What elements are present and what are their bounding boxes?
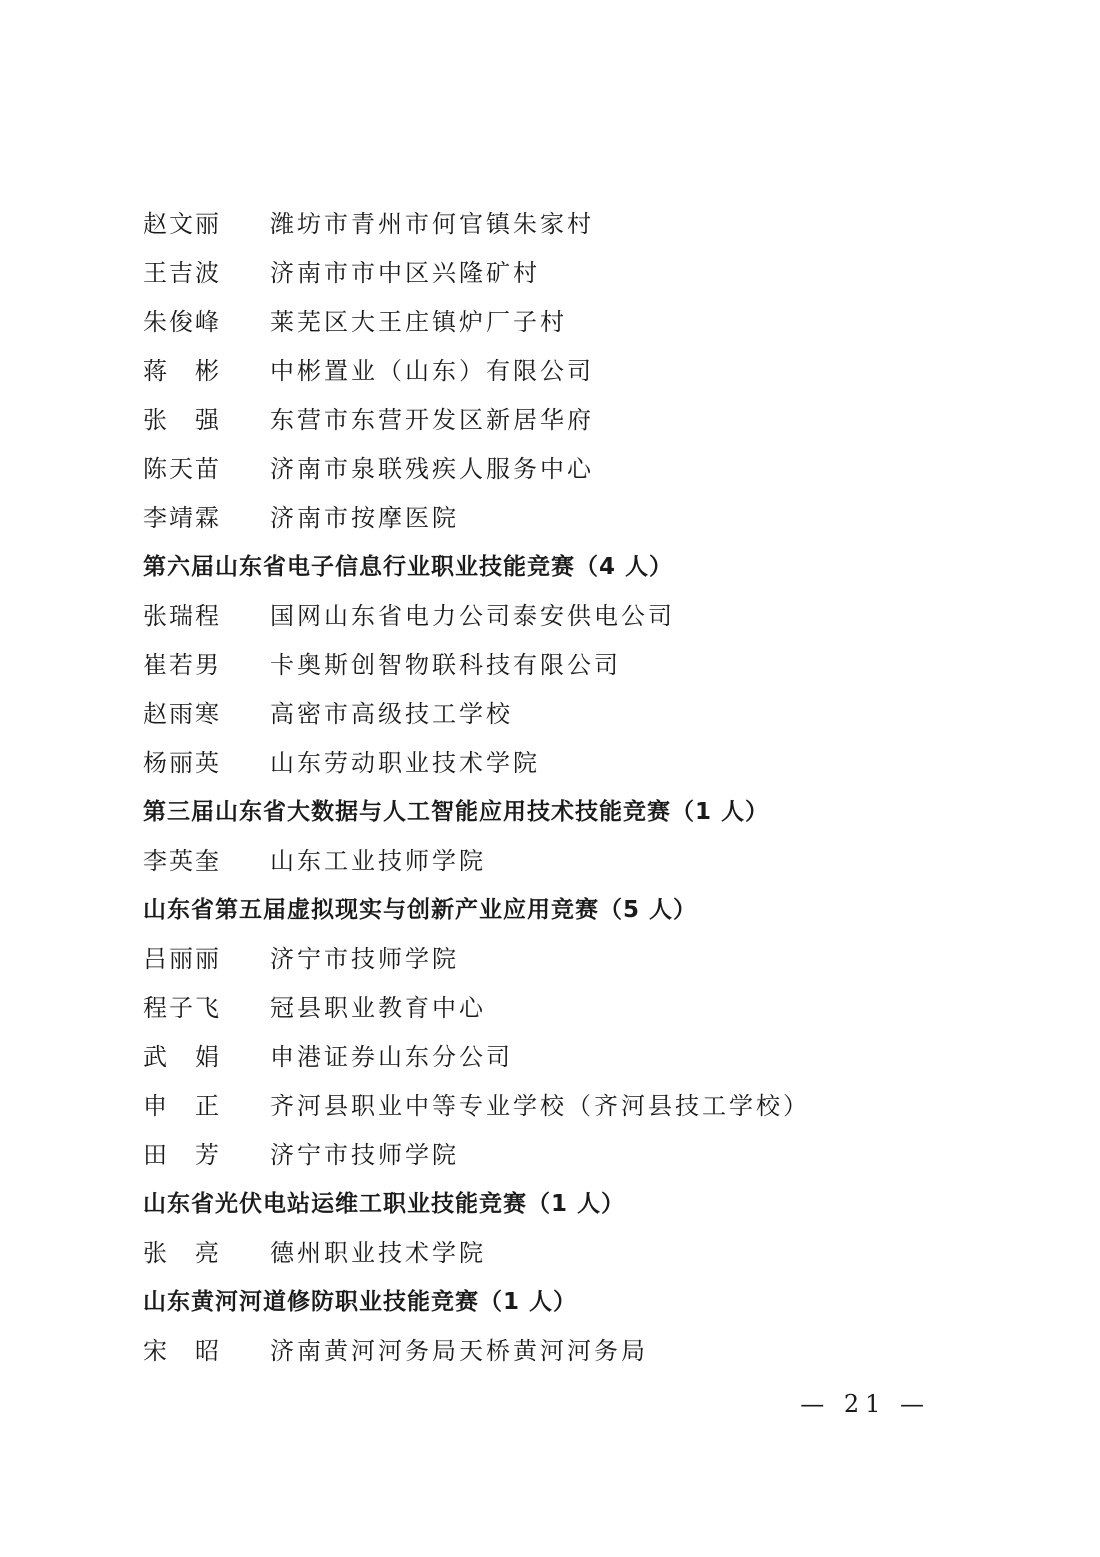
person-name: 程子飞 <box>143 994 221 1022</box>
person-name: 吕丽丽 <box>143 945 221 973</box>
list-item <box>143 249 963 298</box>
organization-name: 济南市泉联残疾人服务中心 <box>270 455 594 483</box>
list-item <box>143 1131 963 1180</box>
list-item <box>143 396 963 445</box>
person-name: 陈天苗 <box>143 455 221 483</box>
organization-name: 山东工业技师学院 <box>270 847 486 875</box>
person-name: 朱俊峰 <box>143 308 221 336</box>
person-name: 张瑞程 <box>143 602 221 630</box>
organization-name: 济南黄河河务局天桥黄河河务局 <box>270 1337 648 1365</box>
organization-name: 卡奥斯创智物联科技有限公司 <box>270 651 621 679</box>
person-name: 王吉波 <box>143 259 221 287</box>
competition-heading: 山东省第五届虚拟现实与创新产业应用竞赛（5 人） <box>143 897 698 923</box>
organization-name: 济南市按摩医院 <box>270 504 459 532</box>
list-item <box>143 837 963 886</box>
person-name: 李靖霖 <box>143 504 221 532</box>
list-item <box>143 1082 963 1131</box>
organization-name: 国网山东省电力公司泰安供电公司 <box>270 602 675 630</box>
organization-name: 山东劳动职业技术学院 <box>270 749 540 777</box>
organization-name: 高密市高级技工学校 <box>270 700 513 728</box>
list-item <box>143 1327 963 1376</box>
organization-name: 德州职业技术学院 <box>270 1239 486 1267</box>
list-item <box>143 298 963 347</box>
person-name: 李英奎 <box>143 847 221 875</box>
list-item <box>143 494 963 543</box>
list-item <box>143 592 963 641</box>
list-item <box>143 984 963 1033</box>
list-item <box>143 739 963 788</box>
list-item <box>143 641 963 690</box>
organization-name: 中彬置业（山东）有限公司 <box>270 357 594 385</box>
organization-name: 东营市东营开发区新居华府 <box>270 406 594 434</box>
list-item <box>143 935 963 984</box>
competition-heading: 山东省光伏电站运维工职业技能竞赛（1 人） <box>143 1191 626 1217</box>
person-name: 蒋 彬 <box>143 357 221 385</box>
list-item <box>143 200 963 249</box>
award-list <box>143 200 963 1376</box>
organization-name: 齐河县职业中等专业学校（齐河县技工学校） <box>270 1092 810 1120</box>
organization-name: 申港证券山东分公司 <box>270 1043 513 1071</box>
list-item <box>143 1229 963 1278</box>
organization-name: 冠县职业教育中心 <box>270 994 486 1022</box>
person-name: 杨丽英 <box>143 749 221 777</box>
list-item <box>143 690 963 739</box>
person-name: 宋 昭 <box>143 1337 221 1365</box>
competition-heading: 山东黄河河道修防职业技能竞赛（1 人） <box>143 1289 578 1315</box>
person-name: 申 正 <box>143 1092 221 1120</box>
list-item <box>143 445 963 494</box>
organization-name: 济南市市中区兴隆矿村 <box>270 259 540 287</box>
list-item <box>143 347 963 396</box>
organization-name: 莱芜区大王庄镇炉厂子村 <box>270 308 567 336</box>
person-name: 田 芳 <box>143 1141 221 1169</box>
list-item <box>143 1033 963 1082</box>
organization-name: 济宁市技师学院 <box>270 945 459 973</box>
person-name: 武 娟 <box>143 1043 221 1071</box>
person-name: 张 亮 <box>143 1239 221 1267</box>
organization-name: 潍坊市青州市何官镇朱家村 <box>270 210 594 238</box>
competition-heading: 第三届山东省大数据与人工智能应用技术技能竞赛（1 人） <box>143 799 770 825</box>
organization-name: 济宁市技师学院 <box>270 1141 459 1169</box>
person-name: 赵雨寒 <box>143 700 221 728</box>
person-name: 张 强 <box>143 406 221 434</box>
person-name: 赵文丽 <box>143 210 221 238</box>
person-name: 崔若男 <box>143 651 221 679</box>
page-number: — 21 — <box>800 1390 930 1418</box>
competition-heading: 第六届山东省电子信息行业职业技能竞赛（4 人） <box>143 554 674 580</box>
